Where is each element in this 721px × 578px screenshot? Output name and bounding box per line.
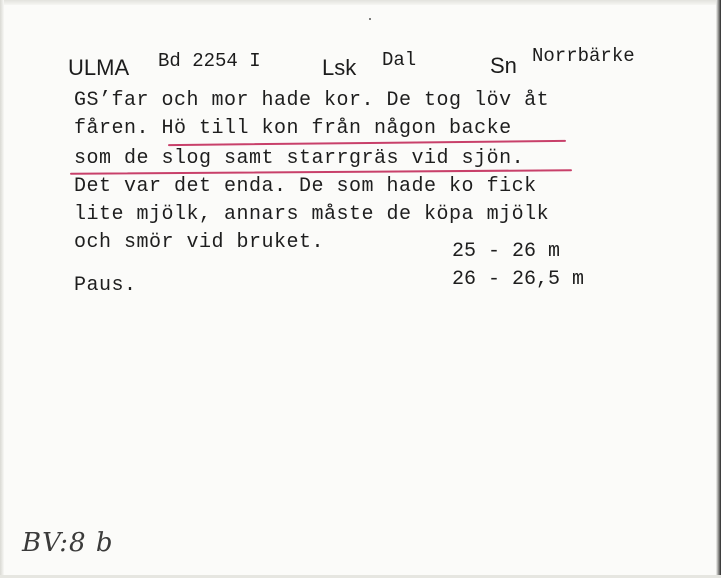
socken-label: Sn [490,53,517,78]
depth-measurement: 25 - 26 m [452,240,561,263]
landskap-value: Dal [382,49,417,71]
body-line: GS’far och mor hade kor. De tog löv åt [74,89,550,112]
archive-code: ULMA [68,55,130,80]
ink-speck [369,18,371,20]
depth-measurement: 26 - 26,5 m [452,268,585,291]
card-top-edge [0,0,721,5]
red-underline [168,140,566,146]
body-line: som de slog samt starrgräs vid sjön. [74,147,525,170]
card-right-edge [716,0,721,578]
body-line: lite mjölk, annars måste de köpa mjölk [74,203,550,226]
body-line: Paus. [74,274,137,297]
body-line: fåren. Hö till kon från någon backe [74,117,512,140]
card-left-edge [0,0,4,578]
body-line: Det var det enda. De som hade ko fick [74,175,537,198]
body-line: och smör vid bruket. [74,231,325,254]
volume-number: Bd 2254 I [158,50,261,72]
handwritten-signature: BV:8 b [22,528,114,558]
landskap-label: Lsk [322,55,357,80]
red-underline [70,169,572,175]
socken-value: Norrbärke [532,45,635,67]
